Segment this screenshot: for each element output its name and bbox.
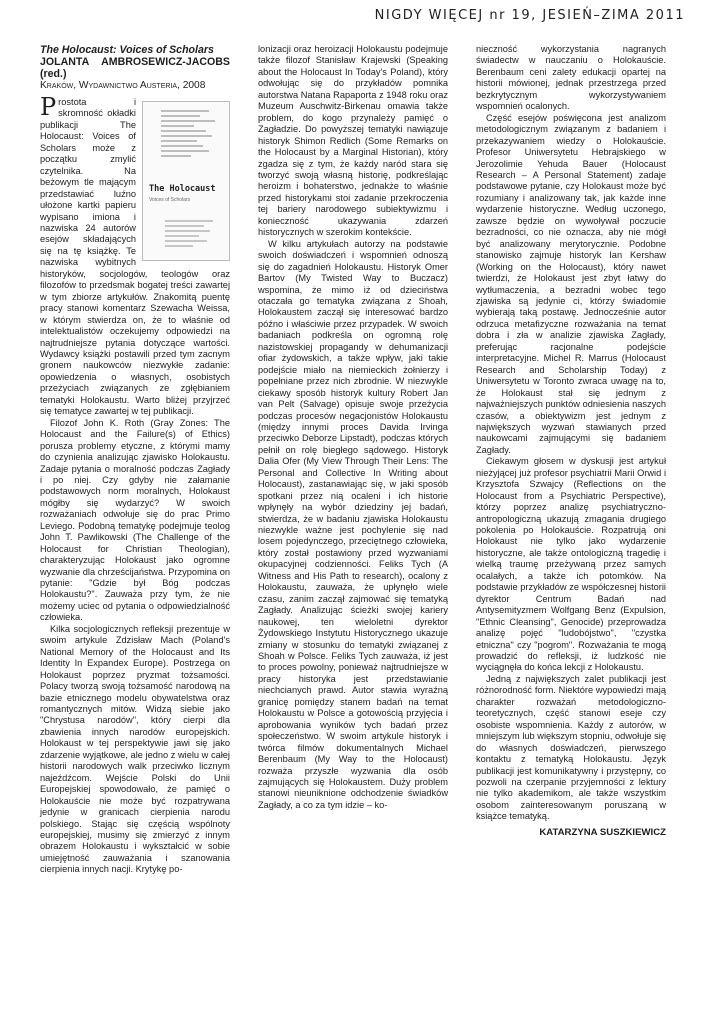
cover-subtitle: Voices of Scholars: [149, 197, 191, 203]
paragraph: nieczność wykorzystania nagranych świadectw w nauczaniu o Holokauście. Berenbaum ceni zalety edukacji opartej na historii mówionej, jednak przestrzega przed bezkrytycznym wykorzystywaniem wspomnień ocalonych.: [476, 44, 666, 112]
paragraph: Prostota i skromność okładki publikacji The Holocaust: Voices of Scholars może z początku zmylić czytelnika. Na beżowym tle mającym przedstawiać luźno ułożone kartki papieru wypisano imiona i nazwiska 24 autorów esejów składających się na tę książkę. Te nazwiska wybitnych historyków, socjologów, teologów oraz filozofów to przedsmak bogatej treści zawartej w tym zbiorze artykułów. Znakomitą puentę pracy stanowi komentarz Szewacha Weissa, w którym stwierdza on, że to właśnie od intelektualistów oczekujemy odpowiedzi na najtrudniejsze pytania dotyczące wartości. Wydawcy książki postawili przed tym zacnym gronem naukowców niezwykłe zadanie: opowiedzenia o własnych, osobistych przeżyciach związanych ze zgłębianiem tematyki Holokaustu. Warto bliżej przyjrzeć się tematyce zawartej w tej publikacji.: [40, 93, 230, 417]
paragraph: Filozof John K. Roth (Gray Zones: The Holocaust and the Failure(s) of Ethics) porusza problemy etyczne, z którymi mamy do czynienia analizując zjawisko Holokaustu. Zadaje pytania o moralność podczas Zagłady i po niej. Czy gdyby nie załamanie podstawowych norm moralnych, Holokaust mógłby się wydarzyć? W swoich rozważaniach odwołuje się do prac Primo Leviego. Podobną tematykę podejmuje teolog John T. Pawlikowski (The Challenge of the Holocaust for Christian Theologian), charakteryzując Holokaust jako ogromne wyzwanie dla chrześcijaństwa. Przypomina on pytanie: "Gdzie był Bóg podczas Holokaustu?". Zauważa przy tym, że nie możemy uciec od pytania o odpowiedzialność człowieka.: [40, 417, 230, 623]
drop-cap: P: [40, 93, 57, 121]
column-2: [258, 44, 448, 811]
running-header: NIGDY WIĘCEJ nr 19, JESIEŃ–ZIMA 2011: [374, 8, 685, 23]
column-3: [476, 44, 666, 838]
paragraph: Ciekawym głosem w dyskusji jest artykuł nieżyjącej już profesor psychiatrii Marii Orwid i Krzysztofa Szwajcy (Reflections on the Holocaust from a Psychiatric Perspective), którzy poprzez analizę psychiatryczno-antropologiczną ukazują zmagania drugiego pokolenia po Holokauście. Rozpatrują oni Holokaust nie tylko jako wydarzenie historyczne, ale także ontologiczną tragedię i wielką traumę przeżywaną przez samych ocalałych, a także ich potomków. Na podstawie przykładów ze współczesnej historii dyrektor Centrum Badań nad Antysemityzmem Wolfgang Benz (Expulsion, "Ethnic Cleansing", Genocide) przeprowadza analizę pojęć "ludobójstwo", "czystka etniczna" czy "pogrom". Rozważania te mogą prowadzić do refleksji, iż ludzkość nie wyciągnęła do końca lekcji z Holokaustu.: [476, 456, 666, 673]
book-publisher: Kraków, Wydawnictwo Austeria, 2008: [40, 80, 206, 91]
book-title: The Holocaust: Voices of Scholars: [40, 44, 214, 56]
cover-title: The Holocaust: [149, 184, 216, 194]
cover-author-names: [161, 110, 221, 160]
paragraph: lonizacji oraz heroizacji Holokaustu podejmuje także filozof Stanisław Krajewski (Speaking about the Holocaust In Today's Poland), który odwołując się do przykładów pomnika autorstwa Natana Rapaporta z 1948 roku oraz Muzeum Auschwitz-Birkenau omawia także problem, do kogo przynależy pamięć o Zagładzie. Do powyższej tematyki nawiązuje historyk Shimon Redlich (Some Remarks on the Holocaust by a Marginal Historian), który zgadza się z tym, że każdy naród stara się tworzyć swoją własną historię, podkreślając heroizm i bohaterstwo, jednakże to właśnie przed historykami stoi zadanie przekroczenia tej bariery narodowego subiektywizmu i konieczność ukazywania zdarzeń historycznych w szerokim kontekście.: [258, 44, 448, 238]
paragraph: Jedną z największych zalet publikacji jest różnorodność form. Niektóre wypowiedzi mają charakter rozważań metodologiczno-teoretycznych, część stanowi eseje czy osobiste wspomnienia. Każdy z autorów, w mniejszym lub większym stopniu, odwołuje się do własnych doświadczeń, pierwszego kontaktu z tematyką Holokaustu. Język publikacji jest komunikatywny i przystępny, co pozwoli na czerpanie przyjemności z lektury nie tylko akademikom, ale także wszystkim osobom zainteresowanym poruszaną w książce tematyką.: [476, 673, 666, 822]
paragraph: W kilku artykułach autorzy na podstawie swoich doświadczeń i wspomnień odnoszą się do zagadnień Holokaustu. Historyk Omer Bartov (My Twisted Way to Buczacz) wspomina, że mimo iż od dzieciństwa otaczała go tematyka związana z Shoah, Holokaustem zaczął się interesować bardzo późno i właściwie przez przypadek. W swoich badaniach podkreśla on ogromną rolę nazistowskiej propagandy w dehumanizacji ofiar żydowskich, a także wpływ, jaki takie podejście miało na niemieckich żołnierzy i popełniane przez nich zbrodnie. W niezwykle ciekawy sposób historyk kultury Robert Jan van Pelt (Salvage) opisuje swoje przeżycia podczas procesów negacjonistów Holokaustu (między innymi proces Davida Irvinga przeciwko Deborze Lipstadt), podczas których pełnił on rolę biegłego sądowego. Historyk Dalia Ofer (My View Through Their Lens: The Personal and Collective In Writing about Holocaust), zastanawiając się, w jaki sposób spotkani przez nią ocaleni i ich historie wpłynęły na wybór dziedziny jej badań, stwierdza, że w badaniu zjawiska Holokaustu niezwykle ważne jest pochylenie się nad losem pojedynczego, przeciętnego człowieka, który został postawiony przed wyzwaniami okupacyjnej codzienności. Feliks Tych (A Witness and His Path to research), ocalony z Holokaustu, zauważa, że upłynęło wiele czasu, zanim zaczął zajmować się tematyką Zagłady. Analizując ścieżki swojej kariery naukowej, ten wieloletni dyrektor Żydowskiego Instytutu Historycznego ukazuje zmiany w stosunku do tematyki związanej z Shoah w Polsce. Feliks Tych zauważa, iż jest to proces powolny, ponieważ najtrudniejsze w pracy historyka jest przedstawianie niechcianych prawd. Autor stawia wyraźną granicę pomiędzy stanem badań na temat Holokaustu w Polsce a gotowością przyjęcia i aprobowania wyników tych badań przez społeczeństwo. W swoim artykule historyk i twórca filmów dokumentalnych Michael Berenbaum (My Way to the Holocaust) rozważa przyszłe wyzwania dla osób zajmujących się Holokaustem. Duży problem stanowi nieuniknione odchodzenie świadków Zagłady, a co za tym idzie – ko-: [258, 238, 448, 810]
paragraph: Część esejów poświęcona jest analizom metodologicznym związanym z badaniem i przekazywaniem wiedzy o Holokauście. Profesor Uniwersytetu Hebrajskiego w Jerozolimie Yehuda Bauer (Holocaust Research – A Personal Statement) zadaje podstawowe pytanie, czy Holokaust może być rozumiany i analizowany tak, jak każde inne wydarzenie historyczne. Według uczonego, zawsze będzie on wywoływał poczucie bezradności, co nie oznacza, aby nie mógł być analizowany merytorycznie. Podobne stanowisko zajmuje historyk Ian Kershaw (Working on the Holocaust), który nawet twierdzi, że Holokaust jest zbyt łatwy do wytłumaczenia, a bezradni wobec tego zjawiska są jedynie ci, którzy świadomie wybierają taką postawę. Jednocześnie autor odrzuca metafizyczne rozważania na temat dobra i zła w analizie zjawiska Zagłady, preferując racjonalne podejście interpretacyjne. Michel R. Marrus (Holocaust Research and Scholarship Today) z Uniwersytetu w Toronto zwraca uwagę na to, że Holokaust stał się jednym z najważniejszych punktów odniesienia naszych czasów, a obiektywizm jest jednym z największych wyzwań stawianych przed naukowcami zajmującymi się badaniem Zagłady.: [476, 112, 666, 455]
book-cover-image: [142, 101, 230, 261]
paragraph: Kilka socjologicznych refleksji prezentuje w swoim artykule Zdzisław Mach (Poland's National Memory of the Holocaust and Its Identity In Expandex Europe). Postrzega on Holokaust poprzez pryzmat tożsamości. Polacy tworzą swoją tożsamość narodową na bazie etnicznego modelu obywatelstwa oraz romantycznych mitów. Widzą siebie jako "Chrystusa narodów", który cierpi dla zbawienia innych narodów europejskich. Holokaust w tej perspektywie jawi się jako zdarzenie wyjątkowe, ale jedno z wielu w całej historii narodowych walk przeciwko licznym najeźdźcom. Wejście Polski do Unii Europejskiej spowodowało, że pamięć o Holokauście nie może być rozpatrywana jedynie w granicach cierpienia narodu polskiego. Stając się częścią wspólnoty europejskiej, musimy się zmierzyć z innym obrazem Holokaustu i wykształcić w sobie umiejętność zauważania i szanowania cierpienia innych nacji. Krytykę po-: [40, 623, 230, 875]
column-1: [40, 44, 230, 876]
cover-footer-lines: [165, 220, 221, 250]
book-author: JOLANTA AMBROSEWICZ-JACOBS (red.): [40, 56, 230, 80]
author-signature: KATARZYNA SUSZKIEWICZ: [539, 826, 666, 838]
